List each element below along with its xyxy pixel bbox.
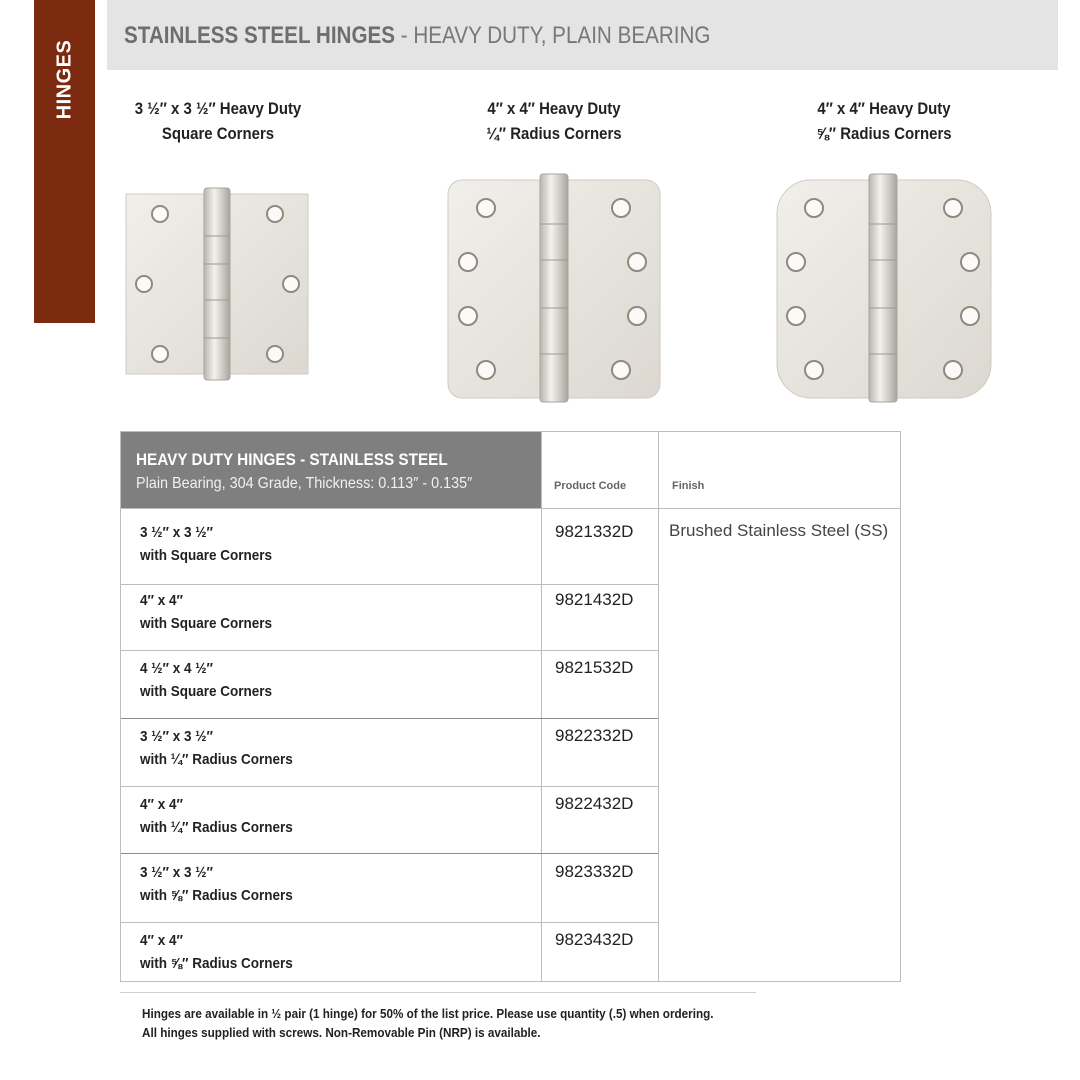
table-row [140, 657, 272, 703]
row-size: 4″ x 4″ [140, 932, 183, 949]
header-divider [121, 508, 900, 509]
row-product-code: 9823432D [555, 930, 634, 949]
page-header [107, 0, 1058, 70]
page-title [124, 22, 710, 50]
row-size: 3 ½″ x 3 ½″ [140, 864, 213, 881]
hinge-quarter-radius-image [446, 172, 662, 404]
column-divider [658, 432, 659, 981]
column-divider [541, 432, 542, 981]
row-size: 4″ x 4″ [140, 796, 183, 813]
product-title-line1: 4″ x 4″ Heavy Duty [817, 99, 951, 118]
page-title-strong: STAINLESS STEEL HINGES [124, 22, 396, 49]
table-title: HEAVY DUTY HINGES - STAINLESS STEEL [136, 450, 448, 469]
product-title-line2: ¼″ Radius Corners [486, 124, 622, 143]
footer-note-line2: All hinges supplied with screws. Non-Removable Pin (NRP) is available. [142, 1025, 541, 1040]
table-row [140, 793, 293, 839]
row-corners: with Square Corners [140, 547, 273, 564]
row-corners: with ⅝″ Radius Corners [140, 955, 293, 972]
row-divider [121, 584, 658, 585]
product-quarter-radius [454, 96, 654, 146]
row-product-code: 9821432D [555, 590, 634, 609]
row-corners: with Square Corners [140, 615, 273, 632]
hinge-table [120, 431, 901, 982]
section-tab-label: HINGES [53, 39, 75, 120]
footer-note-line1: Hinges are available in ½ pair (1 hinge) for 50% of the list price. Please use quantity (.5) when ordering. [142, 1006, 714, 1021]
product-square-corners [118, 96, 318, 146]
group-divider [121, 853, 658, 854]
row-product-code: 9822332D [555, 726, 634, 745]
row-corners: with ¼″ Radius Corners [140, 751, 293, 768]
product-title-line1: 3 ½″ x 3 ½″ Heavy Duty [134, 99, 302, 118]
table-header [121, 432, 542, 508]
table-subtitle: Plain Bearing, 304 Grade, Thickness: 0.113″ - 0.135″ [136, 475, 473, 492]
table-row [140, 929, 293, 975]
group-divider [121, 718, 658, 719]
row-divider [121, 786, 658, 787]
table-row [140, 589, 272, 635]
table-row [140, 725, 293, 771]
table-row [140, 521, 272, 567]
row-product-code: 9823332D [555, 862, 634, 881]
row-product-code: 9821532D [555, 658, 634, 677]
footer-divider [120, 992, 756, 993]
finish-value: Brushed Stainless Steel (SS) [669, 521, 889, 540]
product-title-line1: 4″ x 4″ Heavy Duty [487, 99, 621, 118]
product-title-line2: Square Corners [161, 124, 275, 143]
row-size: 3 ½″ x 3 ½″ [140, 728, 213, 745]
row-size: 4″ x 4″ [140, 592, 183, 609]
product-five-eighths-radius [784, 96, 984, 146]
row-corners: with ⅝″ Radius Corners [140, 887, 293, 904]
hinge-square-corners-image [124, 186, 310, 382]
row-product-code: 9822432D [555, 794, 634, 813]
column-header-product-code: Product Code [554, 480, 627, 492]
row-divider [121, 922, 658, 923]
row-corners: with Square Corners [140, 683, 273, 700]
column-header-finish: Finish [672, 480, 705, 492]
product-title-line2: ⅝″ Radius Corners [816, 124, 952, 143]
row-divider [121, 650, 658, 651]
hinge-five-eighths-radius-image [775, 172, 993, 404]
table-row [140, 861, 293, 907]
row-corners: with ¼″ Radius Corners [140, 819, 293, 836]
row-product-code: 9821332D [555, 522, 634, 541]
section-tab [34, 0, 95, 323]
row-size: 4 ½″ x 4 ½″ [140, 660, 213, 677]
page-title-rest: - HEAVY DUTY, PLAIN BEARING [395, 22, 711, 49]
row-size: 3 ½″ x 3 ½″ [140, 524, 213, 541]
